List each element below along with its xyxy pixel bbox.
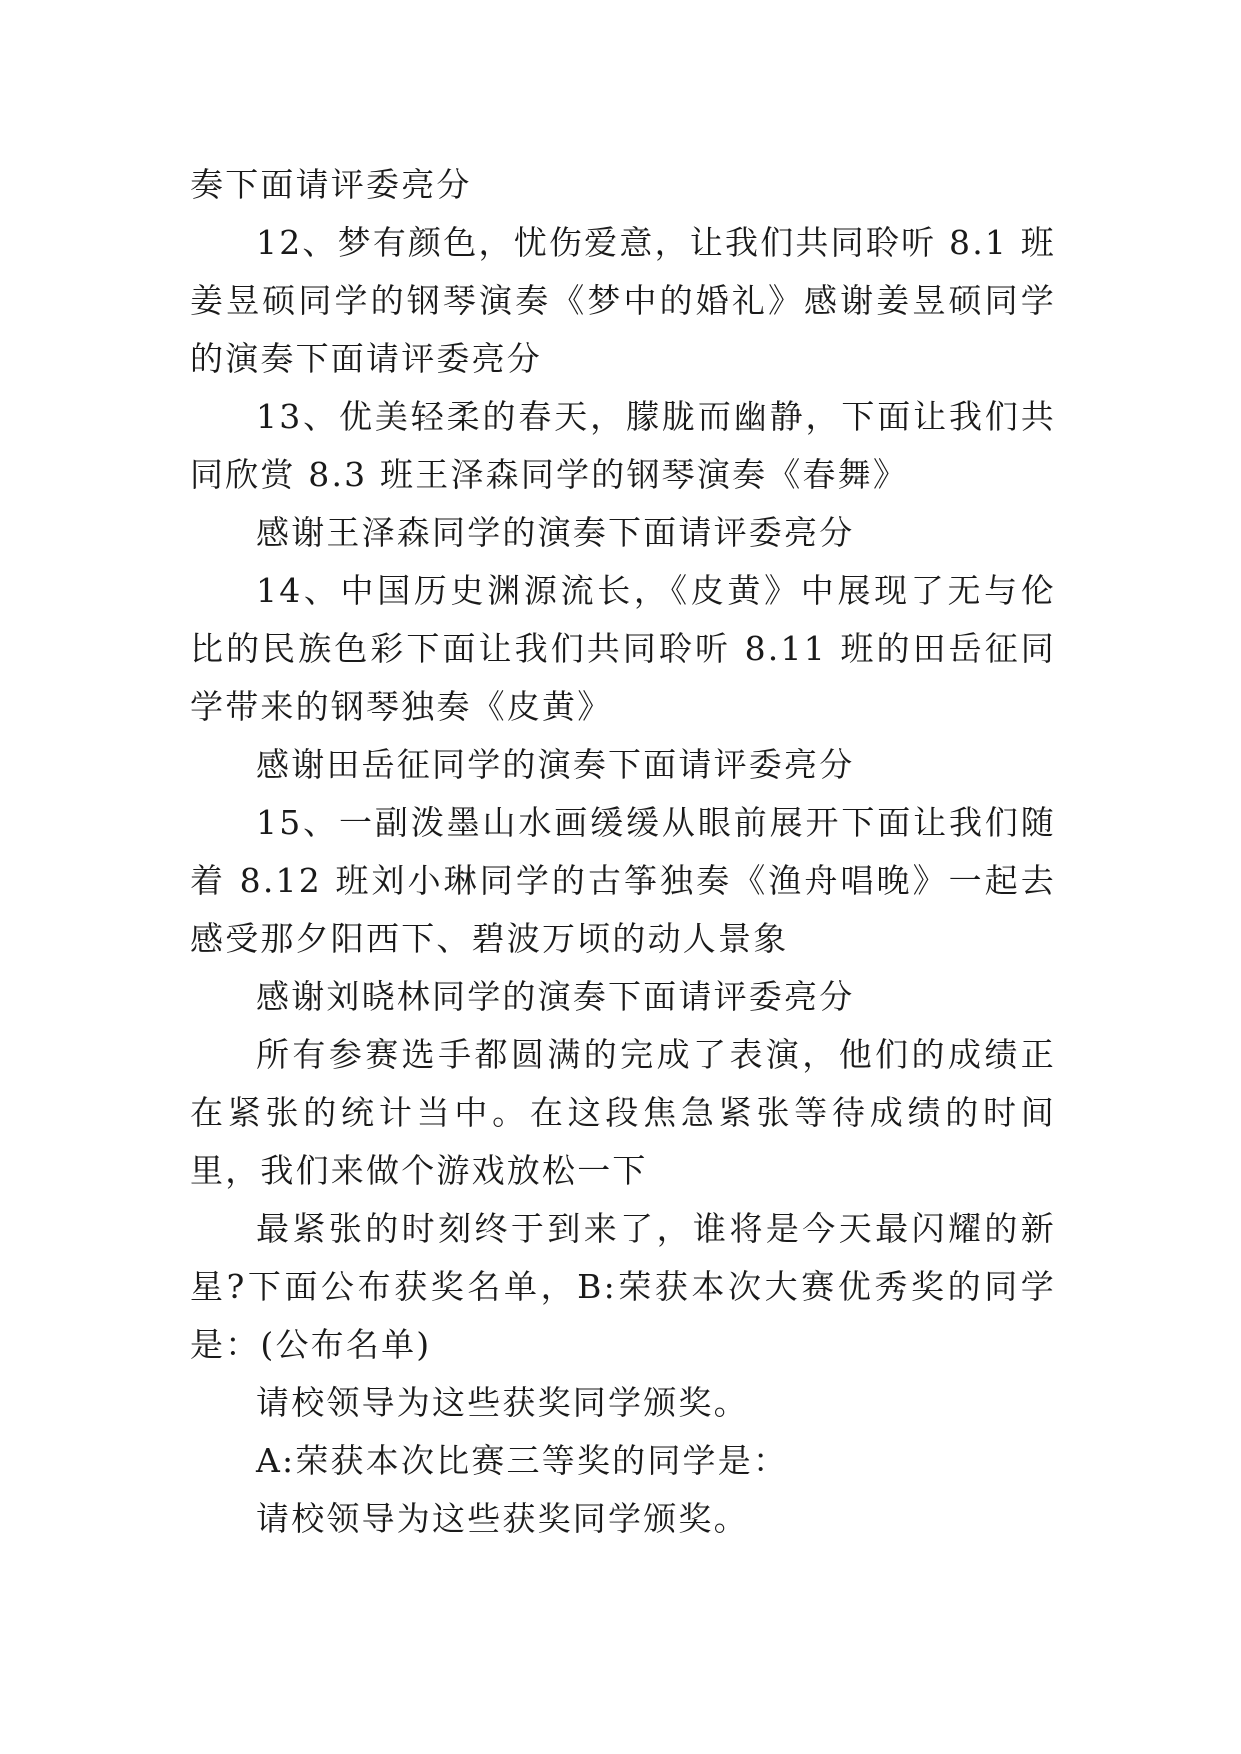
paragraph-3: 13、优美轻柔的春天，朦胧而幽静，下面让我们共同欣赏 8.3 班王泽森同学的钢琴演奏《春舞》 [190,397,1056,494]
paragraph-8: 感谢刘晓林同学的演奏下面请评委亮分 [256,977,855,1016]
paragraph-11: 请校领导为这些获奖同学颁奖。 [256,1383,749,1422]
paragraph-4: 感谢王泽森同学的演奏下面请评委亮分 [256,513,855,552]
paragraph-1: 奏下面请评委亮分 [190,165,472,204]
paragraph-9: 所有参赛选手都圆满的完成了表演，他们的成绩正在紧张的统计当中。在这段焦急紧张等待成绩的时间里，我们来做个游戏放松一下 [190,1035,1056,1190]
paragraph-10: 最紧张的时刻终于到来了，谁将是今天最闪耀的新星?下面公布获奖名单，B:荣获本次大赛优秀奖的同学是：(公布名单) [190,1209,1056,1364]
paragraph-12: A:荣获本次比赛三等奖的同学是： [256,1441,789,1480]
document-page [190,156,1056,1548]
paragraph-7: 15、一副泼墨山水画缓缓从眼前展开下面让我们随着 8.12 班刘小琳同学的古筝独奏《渔舟唱晚》一起去感受那夕阳西下、碧波万顷的动人景象 [190,803,1056,958]
paragraph-6: 感谢田岳征同学的演奏下面请评委亮分 [256,745,855,784]
paragraph-13: 请校领导为这些获奖同学颁奖。 [256,1499,749,1538]
paragraph-5: 14、中国历史渊源流长，《皮黄》中展现了无与伦比的民族色彩下面让我们共同聆听 8.11 班的田岳征同学带来的钢琴独奏《皮黄》 [190,571,1056,726]
paragraph-2: 12、梦有颜色，忧伤爱意，让我们共同聆听 8.1 班姜昱硕同学的钢琴演奏《梦中的婚礼》感谢姜昱硕同学的演奏下面请评委亮分 [190,223,1056,378]
